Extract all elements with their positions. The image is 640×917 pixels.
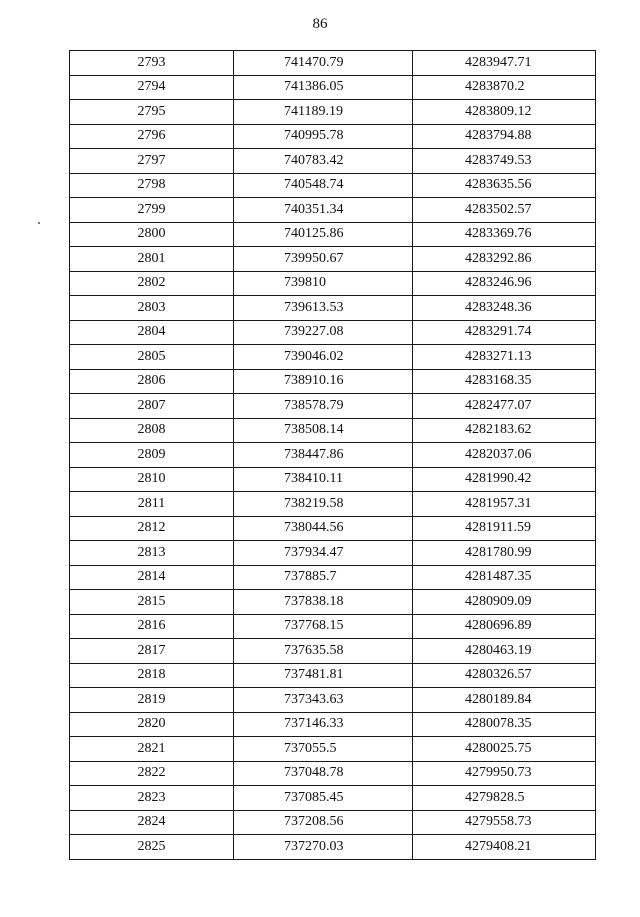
point-number-cell: 2816 xyxy=(70,614,234,639)
point-number-cell: 2804 xyxy=(70,320,234,345)
x-coordinate-cell: 741386.05 xyxy=(234,75,413,100)
point-number-cell: 2821 xyxy=(70,737,234,762)
point-number-cell: 2825 xyxy=(70,835,234,860)
point-number-cell: 2809 xyxy=(70,443,234,468)
x-coordinate-cell: 739950.67 xyxy=(234,247,413,272)
x-coordinate-cell: 737270.03 xyxy=(234,835,413,860)
x-coordinate-cell: 741470.79 xyxy=(234,51,413,76)
point-number-cell: 2814 xyxy=(70,565,234,590)
coordinates-table xyxy=(69,50,596,860)
table-row xyxy=(70,467,596,492)
table-row xyxy=(70,712,596,737)
y-coordinate-cell: 4281990.42 xyxy=(413,467,596,492)
point-number-cell: 2802 xyxy=(70,271,234,296)
x-coordinate-cell: 737768.15 xyxy=(234,614,413,639)
x-coordinate-cell: 737048.78 xyxy=(234,761,413,786)
x-coordinate-cell: 740783.42 xyxy=(234,149,413,174)
table-row xyxy=(70,688,596,713)
table-row xyxy=(70,810,596,835)
table-row xyxy=(70,296,596,321)
y-coordinate-cell: 4279828.5 xyxy=(413,786,596,811)
x-coordinate-cell: 738508.14 xyxy=(234,418,413,443)
point-number-cell: 2808 xyxy=(70,418,234,443)
point-number-cell: 2807 xyxy=(70,394,234,419)
point-number-cell: 2803 xyxy=(70,296,234,321)
table-row xyxy=(70,639,596,664)
x-coordinate-cell: 738044.56 xyxy=(234,516,413,541)
x-coordinate-cell: 737635.58 xyxy=(234,639,413,664)
point-number-cell: 2823 xyxy=(70,786,234,811)
table-row xyxy=(70,173,596,198)
y-coordinate-cell: 4282183.62 xyxy=(413,418,596,443)
x-coordinate-cell: 737146.33 xyxy=(234,712,413,737)
coordinates-table-body xyxy=(70,51,596,860)
y-coordinate-cell: 4280696.89 xyxy=(413,614,596,639)
y-coordinate-cell: 4283168.35 xyxy=(413,369,596,394)
y-coordinate-cell: 4280025.75 xyxy=(413,737,596,762)
table-row xyxy=(70,51,596,76)
x-coordinate-cell: 741189.19 xyxy=(234,100,413,125)
x-coordinate-cell: 739810 xyxy=(234,271,413,296)
point-number-cell: 2817 xyxy=(70,639,234,664)
table-row xyxy=(70,271,596,296)
y-coordinate-cell: 4283292.86 xyxy=(413,247,596,272)
table-row xyxy=(70,247,596,272)
table-row xyxy=(70,418,596,443)
table-row xyxy=(70,320,596,345)
page-number: 86 xyxy=(312,16,328,32)
table-row xyxy=(70,100,596,125)
y-coordinate-cell: 4283502.57 xyxy=(413,198,596,223)
point-number-cell: 2800 xyxy=(70,222,234,247)
table-row xyxy=(70,786,596,811)
y-coordinate-cell: 4283870.2 xyxy=(413,75,596,100)
table-row xyxy=(70,761,596,786)
x-coordinate-cell: 737481.81 xyxy=(234,663,413,688)
y-coordinate-cell: 4280909.09 xyxy=(413,590,596,615)
point-number-cell: 2805 xyxy=(70,345,234,370)
point-number-cell: 2797 xyxy=(70,149,234,174)
table-row xyxy=(70,149,596,174)
table-row xyxy=(70,835,596,860)
point-number-cell: 2796 xyxy=(70,124,234,149)
x-coordinate-cell: 738910.16 xyxy=(234,369,413,394)
point-number-cell: 2795 xyxy=(70,100,234,125)
x-coordinate-cell: 737055.5 xyxy=(234,737,413,762)
point-number-cell: 2806 xyxy=(70,369,234,394)
point-number-cell: 2818 xyxy=(70,663,234,688)
point-number-cell: 2799 xyxy=(70,198,234,223)
y-coordinate-cell: 4283271.13 xyxy=(413,345,596,370)
x-coordinate-cell: 738578.79 xyxy=(234,394,413,419)
x-coordinate-cell: 738410.11 xyxy=(234,467,413,492)
table-row xyxy=(70,222,596,247)
x-coordinate-cell: 738447.86 xyxy=(234,443,413,468)
x-coordinate-cell: 737085.45 xyxy=(234,786,413,811)
table-row xyxy=(70,590,596,615)
x-coordinate-cell: 738219.58 xyxy=(234,492,413,517)
y-coordinate-cell: 4283635.56 xyxy=(413,173,596,198)
point-number-cell: 2798 xyxy=(70,173,234,198)
point-number-cell: 2811 xyxy=(70,492,234,517)
x-coordinate-cell: 737934.47 xyxy=(234,541,413,566)
point-number-cell: 2815 xyxy=(70,590,234,615)
y-coordinate-cell: 4279950.73 xyxy=(413,761,596,786)
y-coordinate-cell: 4279558.73 xyxy=(413,810,596,835)
x-coordinate-cell: 737343.63 xyxy=(234,688,413,713)
y-coordinate-cell: 4283809.12 xyxy=(413,100,596,125)
x-coordinate-cell: 737885.7 xyxy=(234,565,413,590)
x-coordinate-cell: 739227.08 xyxy=(234,320,413,345)
y-coordinate-cell: 4283947.71 xyxy=(413,51,596,76)
point-number-cell: 2801 xyxy=(70,247,234,272)
x-coordinate-cell: 740995.78 xyxy=(234,124,413,149)
table-row xyxy=(70,198,596,223)
point-number-cell: 2813 xyxy=(70,541,234,566)
point-number-cell: 2820 xyxy=(70,712,234,737)
y-coordinate-cell: 4282477.07 xyxy=(413,394,596,419)
table-row xyxy=(70,345,596,370)
table-row xyxy=(70,124,596,149)
y-coordinate-cell: 4280078.35 xyxy=(413,712,596,737)
table-row xyxy=(70,614,596,639)
table-row xyxy=(70,443,596,468)
y-coordinate-cell: 4282037.06 xyxy=(413,443,596,468)
table-row xyxy=(70,75,596,100)
table-row xyxy=(70,394,596,419)
y-coordinate-cell: 4283291.74 xyxy=(413,320,596,345)
y-coordinate-cell: 4283749.53 xyxy=(413,149,596,174)
table-row xyxy=(70,541,596,566)
x-coordinate-cell: 737208.56 xyxy=(234,810,413,835)
y-coordinate-cell: 4283794.88 xyxy=(413,124,596,149)
x-coordinate-cell: 740351.34 xyxy=(234,198,413,223)
y-coordinate-cell: 4280326.57 xyxy=(413,663,596,688)
table-row xyxy=(70,663,596,688)
x-coordinate-cell: 740125.86 xyxy=(234,222,413,247)
point-number-cell: 2810 xyxy=(70,467,234,492)
y-coordinate-cell: 4281780.99 xyxy=(413,541,596,566)
y-coordinate-cell: 4281487.35 xyxy=(413,565,596,590)
point-number-cell: 2822 xyxy=(70,761,234,786)
y-coordinate-cell: 4283246.96 xyxy=(413,271,596,296)
y-coordinate-cell: 4280463.19 xyxy=(413,639,596,664)
x-coordinate-cell: 740548.74 xyxy=(234,173,413,198)
scan-speck xyxy=(38,222,40,224)
table-row xyxy=(70,516,596,541)
x-coordinate-cell: 737838.18 xyxy=(234,590,413,615)
table-row xyxy=(70,369,596,394)
point-number-cell: 2812 xyxy=(70,516,234,541)
point-number-cell: 2824 xyxy=(70,810,234,835)
y-coordinate-cell: 4283369.76 xyxy=(413,222,596,247)
y-coordinate-cell: 4280189.84 xyxy=(413,688,596,713)
y-coordinate-cell: 4281911.59 xyxy=(413,516,596,541)
table-row xyxy=(70,737,596,762)
y-coordinate-cell: 4281957.31 xyxy=(413,492,596,517)
point-number-cell: 2819 xyxy=(70,688,234,713)
table-row xyxy=(70,492,596,517)
y-coordinate-cell: 4283248.36 xyxy=(413,296,596,321)
point-number-cell: 2794 xyxy=(70,75,234,100)
x-coordinate-cell: 739613.53 xyxy=(234,296,413,321)
x-coordinate-cell: 739046.02 xyxy=(234,345,413,370)
y-coordinate-cell: 4279408.21 xyxy=(413,835,596,860)
point-number-cell: 2793 xyxy=(70,51,234,76)
table-row xyxy=(70,565,596,590)
